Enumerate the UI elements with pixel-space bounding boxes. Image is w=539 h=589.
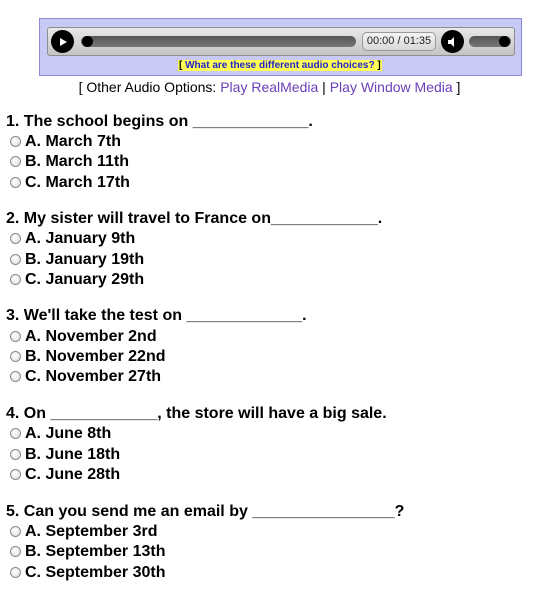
radio-button[interactable] xyxy=(10,546,21,557)
option-label: C. September 30th xyxy=(25,564,166,581)
option-label: C. June 28th xyxy=(25,466,121,483)
q3-option-c[interactable] xyxy=(10,367,161,386)
option-label: A. November 2nd xyxy=(25,328,157,345)
time-display: 00:00 / 01:35 xyxy=(362,32,436,51)
radio-button[interactable] xyxy=(10,274,21,285)
radio-button[interactable] xyxy=(10,177,21,188)
radio-button[interactable] xyxy=(10,136,21,147)
radio-button[interactable] xyxy=(10,331,21,342)
radio-button[interactable] xyxy=(10,449,21,460)
option-label: B. January 19th xyxy=(25,251,145,268)
volume-handle[interactable] xyxy=(499,36,510,47)
q4-option-c[interactable] xyxy=(10,465,120,484)
option-label: B. September 13th xyxy=(25,543,166,560)
other-options-label: [ Other Audio Options: xyxy=(78,79,221,95)
q2-option-b[interactable] xyxy=(10,250,144,269)
radio-button[interactable] xyxy=(10,526,21,537)
radio-button[interactable] xyxy=(10,469,21,480)
option-label: A. June 8th xyxy=(25,425,112,442)
option-label: C. November 27th xyxy=(25,368,162,385)
progress-bar[interactable] xyxy=(81,36,356,47)
q4-option-b[interactable] xyxy=(10,445,120,464)
q3-option-a[interactable] xyxy=(10,327,157,346)
question-3: 3. We'll take the test on _____________. xyxy=(6,307,307,324)
radio-button[interactable] xyxy=(10,428,21,439)
audio-player-panel xyxy=(39,18,522,76)
audio-choices-help xyxy=(178,60,382,71)
play-button[interactable] xyxy=(51,30,74,53)
question-2: 2. My sister will travel to France on____________. xyxy=(6,210,383,227)
option-label: B. June 18th xyxy=(25,446,121,463)
option-label: A. September 3rd xyxy=(25,523,158,540)
q1-option-c[interactable] xyxy=(10,173,130,192)
mute-button[interactable] xyxy=(441,30,464,53)
q1-option-b[interactable] xyxy=(10,152,129,171)
q4-option-a[interactable] xyxy=(10,424,111,443)
radio-button[interactable] xyxy=(10,371,21,382)
q5-option-c[interactable] xyxy=(10,563,165,582)
help-bracket-close: ] xyxy=(374,60,381,71)
option-label: B. March 11th xyxy=(25,153,130,170)
radio-button[interactable] xyxy=(10,254,21,265)
other-options-close: ] xyxy=(452,79,461,95)
question-5: 5. Can you send me an email by ________________? xyxy=(6,503,405,520)
option-label: C. March 17th xyxy=(25,174,130,191)
audio-choices-link[interactable]: What are these different audio choices? xyxy=(185,60,375,71)
play-windowmedia-link[interactable]: Play Window Media xyxy=(329,79,453,95)
progress-handle[interactable] xyxy=(82,36,93,47)
radio-button[interactable] xyxy=(10,156,21,167)
question-1: 1. The school begins on _____________. xyxy=(6,113,313,130)
q5-option-a[interactable] xyxy=(10,522,157,541)
radio-button[interactable] xyxy=(10,567,21,578)
option-label: B. November 22nd xyxy=(25,348,166,365)
volume-slider[interactable] xyxy=(469,36,511,47)
help-bracket-open: [ xyxy=(179,60,186,71)
speaker-icon xyxy=(447,37,459,47)
radio-button[interactable] xyxy=(10,351,21,362)
play-realmedia-link[interactable]: Play RealMedia xyxy=(220,79,319,95)
q5-option-b[interactable] xyxy=(10,542,165,561)
option-label: A. January 9th xyxy=(25,230,136,247)
question-4: 4. On ____________, the store will have a big sale. xyxy=(6,405,387,422)
audio-player xyxy=(47,27,515,56)
q3-option-b[interactable] xyxy=(10,347,165,366)
radio-button[interactable] xyxy=(10,233,21,244)
options-separator: | xyxy=(318,79,330,95)
option-label: C. January 29th xyxy=(25,271,145,288)
q2-option-c[interactable] xyxy=(10,270,144,289)
play-icon xyxy=(58,37,68,47)
q1-option-a[interactable] xyxy=(10,132,121,151)
other-audio-options xyxy=(0,79,539,96)
q2-option-a[interactable] xyxy=(10,229,135,248)
option-label: A. March 7th xyxy=(25,133,122,150)
